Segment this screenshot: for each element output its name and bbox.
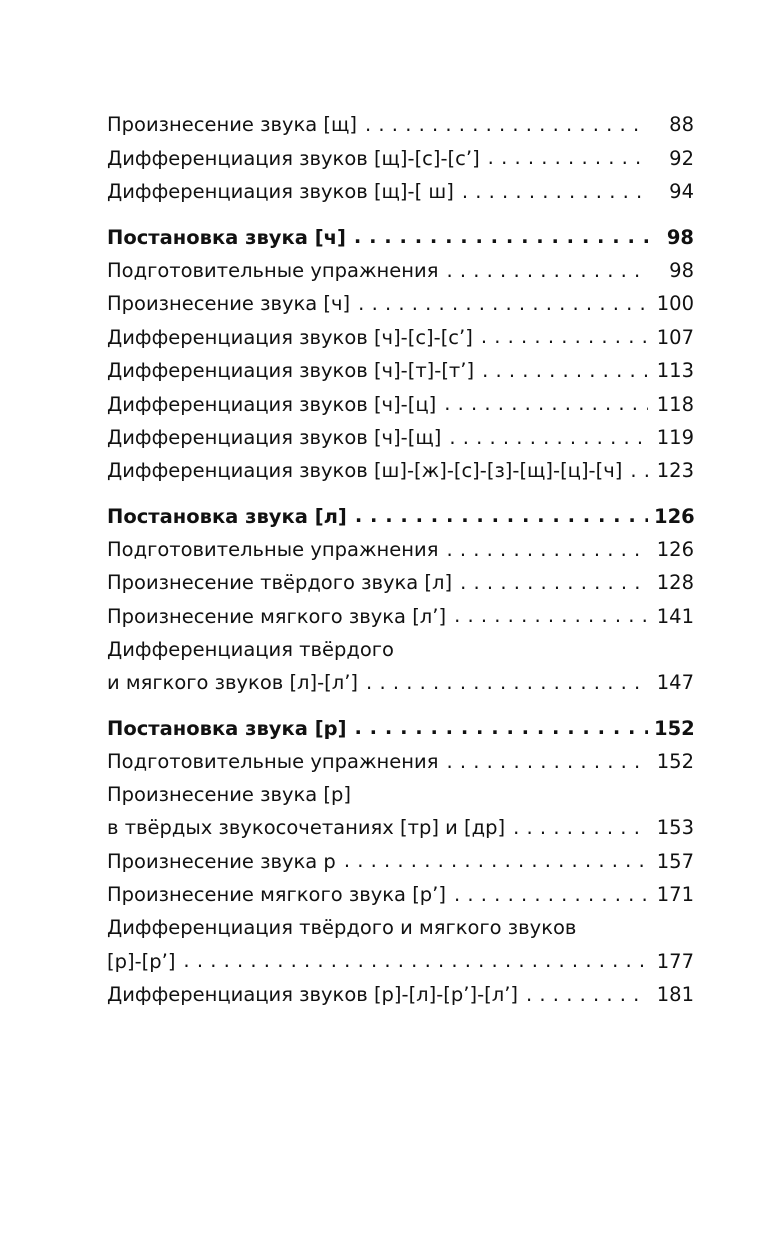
toc-page-number: 100 xyxy=(656,292,694,316)
toc-page-number: 113 xyxy=(656,359,694,383)
toc-entry-title: Произнесение мягкого звука [л’] xyxy=(107,604,447,628)
toc-entry[interactable] xyxy=(107,287,694,320)
dot-leader xyxy=(355,499,648,522)
toc-entry-title: Произнесение мягкого звука [р’] xyxy=(107,883,446,907)
toc-entry-title-line: Произнесение звука [р] xyxy=(107,783,352,807)
toc-entry-line xyxy=(107,566,694,599)
toc-entry-title: Подготовительные упражнения xyxy=(107,538,439,562)
table-of-contents xyxy=(107,108,694,1011)
toc-entry-title: Подготовительные упражнения xyxy=(107,258,439,282)
toc-page-number: 98 xyxy=(666,225,694,249)
toc-page-number: 177 xyxy=(656,949,694,973)
toc-page-number: 119 xyxy=(656,425,694,449)
dot-leader xyxy=(488,141,648,164)
toc-entry-line xyxy=(107,711,694,744)
toc-entry-line xyxy=(107,666,694,699)
toc-entry-title: Подготовительные упражнения xyxy=(107,750,439,774)
toc-entry-line xyxy=(107,878,694,911)
dot-leader xyxy=(344,844,648,867)
toc-entry-title: Дифференциация звуков [ш]-[ж]-[с]-[з]-[щ]-[ц]-[ч] xyxy=(107,459,623,483)
toc-entry[interactable] xyxy=(107,141,694,174)
toc-entry-title: Постановка звука [ч] xyxy=(107,225,346,249)
toc-entry-line xyxy=(107,499,694,532)
toc-entry-title: [р]-[р’] xyxy=(107,949,176,973)
toc-entry[interactable] xyxy=(107,978,694,1011)
toc-entry[interactable] xyxy=(107,878,694,911)
toc-section-heading[interactable] xyxy=(107,220,694,253)
toc-entry[interactable] xyxy=(107,387,694,420)
toc-entry[interactable] xyxy=(107,911,694,977)
toc-entry[interactable] xyxy=(107,844,694,877)
dot-leader xyxy=(354,220,648,243)
toc-page-number: 94 xyxy=(669,180,694,204)
toc-page-number: 126 xyxy=(656,538,694,562)
toc-entry-line xyxy=(107,454,694,487)
toc-entry-title-line: Дифференциация твёрдого и мягкого звуков xyxy=(107,916,577,940)
toc-entry-title: Дифференциация звуков [ч]-[ц] xyxy=(107,392,437,416)
dot-leader xyxy=(454,878,648,901)
toc-entry[interactable] xyxy=(107,745,694,778)
toc-entry-title: Постановка звука [л] xyxy=(107,504,347,528)
dot-leader xyxy=(365,108,648,131)
dot-leader xyxy=(454,599,648,622)
toc-entry-line xyxy=(107,745,694,778)
toc-page-number: 107 xyxy=(656,325,694,349)
toc-entry-title: Произнесение звука [щ] xyxy=(107,113,358,137)
toc-entry[interactable] xyxy=(107,566,694,599)
toc-entry-title: Дифференциация звуков [ч]-[с]-[с’] xyxy=(107,325,473,349)
toc-entry-line xyxy=(107,141,694,174)
toc-entry-title: Произнесение звука [ч] xyxy=(107,292,351,316)
toc-page-number: 128 xyxy=(656,571,694,595)
toc-page-number: 141 xyxy=(656,604,694,628)
toc-entry[interactable] xyxy=(107,320,694,353)
toc-section-heading[interactable] xyxy=(107,499,694,532)
toc-page-number: 181 xyxy=(656,982,694,1006)
toc-entry-line xyxy=(107,254,694,287)
toc-page-number: 118 xyxy=(656,392,694,416)
toc-entry[interactable] xyxy=(107,633,694,699)
toc-entry-line xyxy=(107,354,694,387)
toc-entry[interactable] xyxy=(107,533,694,566)
toc-page-number: 98 xyxy=(669,258,694,282)
toc-page-number: 88 xyxy=(669,113,694,137)
toc-page-number: 157 xyxy=(656,849,694,873)
toc-page-number: 147 xyxy=(656,671,694,695)
toc-page-number: 171 xyxy=(656,883,694,907)
toc-entry-title: Дифференциация звуков [р]-[л]-[р’]-[л’] xyxy=(107,982,518,1006)
toc-section-heading[interactable] xyxy=(107,711,694,744)
toc-entry-title: Дифференциация звуков [щ]-[с]-[с’] xyxy=(107,146,480,170)
dot-leader xyxy=(513,811,648,834)
toc-entry-line xyxy=(107,978,694,1011)
toc-entry-line xyxy=(107,220,694,253)
toc-entry-line xyxy=(107,811,694,844)
toc-entry-line xyxy=(107,599,694,632)
toc-entry-line xyxy=(107,944,694,977)
toc-entry[interactable] xyxy=(107,175,694,208)
toc-entry-line xyxy=(107,320,694,353)
toc-page-number: 126 xyxy=(654,504,695,528)
dot-leader xyxy=(183,944,648,967)
toc-entry[interactable] xyxy=(107,254,694,287)
toc-entry-line xyxy=(107,287,694,320)
dot-leader xyxy=(358,287,648,310)
dot-leader xyxy=(460,566,648,589)
toc-entry-line xyxy=(107,844,694,877)
toc-entry-line xyxy=(107,533,694,566)
toc-entry-title-line: Дифференциация твёрдого xyxy=(107,637,394,661)
toc-entry[interactable] xyxy=(107,454,694,487)
dot-leader xyxy=(462,175,648,198)
toc-page-number: 153 xyxy=(656,816,694,840)
dot-leader xyxy=(446,745,648,768)
dot-leader xyxy=(482,354,648,377)
toc-entry-title: Произнесение твёрдого звука [л] xyxy=(107,571,453,595)
toc-entry[interactable] xyxy=(107,354,694,387)
toc-page-number: 92 xyxy=(669,146,694,170)
dot-leader xyxy=(449,421,648,444)
dot-leader xyxy=(446,533,648,556)
toc-entry-title: Дифференциация звуков [щ]-[ ш] xyxy=(107,180,454,204)
toc-entry[interactable] xyxy=(107,778,694,844)
dot-leader xyxy=(444,387,648,410)
toc-entry-title: Дифференциация звуков [ч]-[т]-[т’] xyxy=(107,359,475,383)
dot-leader xyxy=(526,978,648,1001)
toc-entry-line xyxy=(107,421,694,454)
dot-leader xyxy=(481,320,648,343)
dot-leader xyxy=(366,666,648,689)
toc-entry-line xyxy=(107,108,694,141)
toc-page-number: 123 xyxy=(656,459,694,483)
toc-entry-title: и мягкого звуков [л]-[л’] xyxy=(107,671,359,695)
dot-leader xyxy=(354,711,648,734)
dot-leader xyxy=(630,454,648,477)
toc-page-number: 152 xyxy=(654,716,695,740)
toc-entry-title: Постановка звука [р] xyxy=(107,716,347,740)
toc-entry[interactable] xyxy=(107,108,694,141)
toc-entry-title: Произнесение звука р xyxy=(107,849,336,873)
toc-page-number: 152 xyxy=(656,750,694,774)
toc-entry-title: Дифференциация звуков [ч]-[щ] xyxy=(107,425,442,449)
toc-entry[interactable] xyxy=(107,599,694,632)
toc-entry-title: в твёрдых звукосочетаниях [тр] и [др] xyxy=(107,816,506,840)
toc-entry-line xyxy=(107,175,694,208)
toc-entry[interactable] xyxy=(107,421,694,454)
dot-leader xyxy=(446,254,648,277)
toc-entry-line xyxy=(107,387,694,420)
